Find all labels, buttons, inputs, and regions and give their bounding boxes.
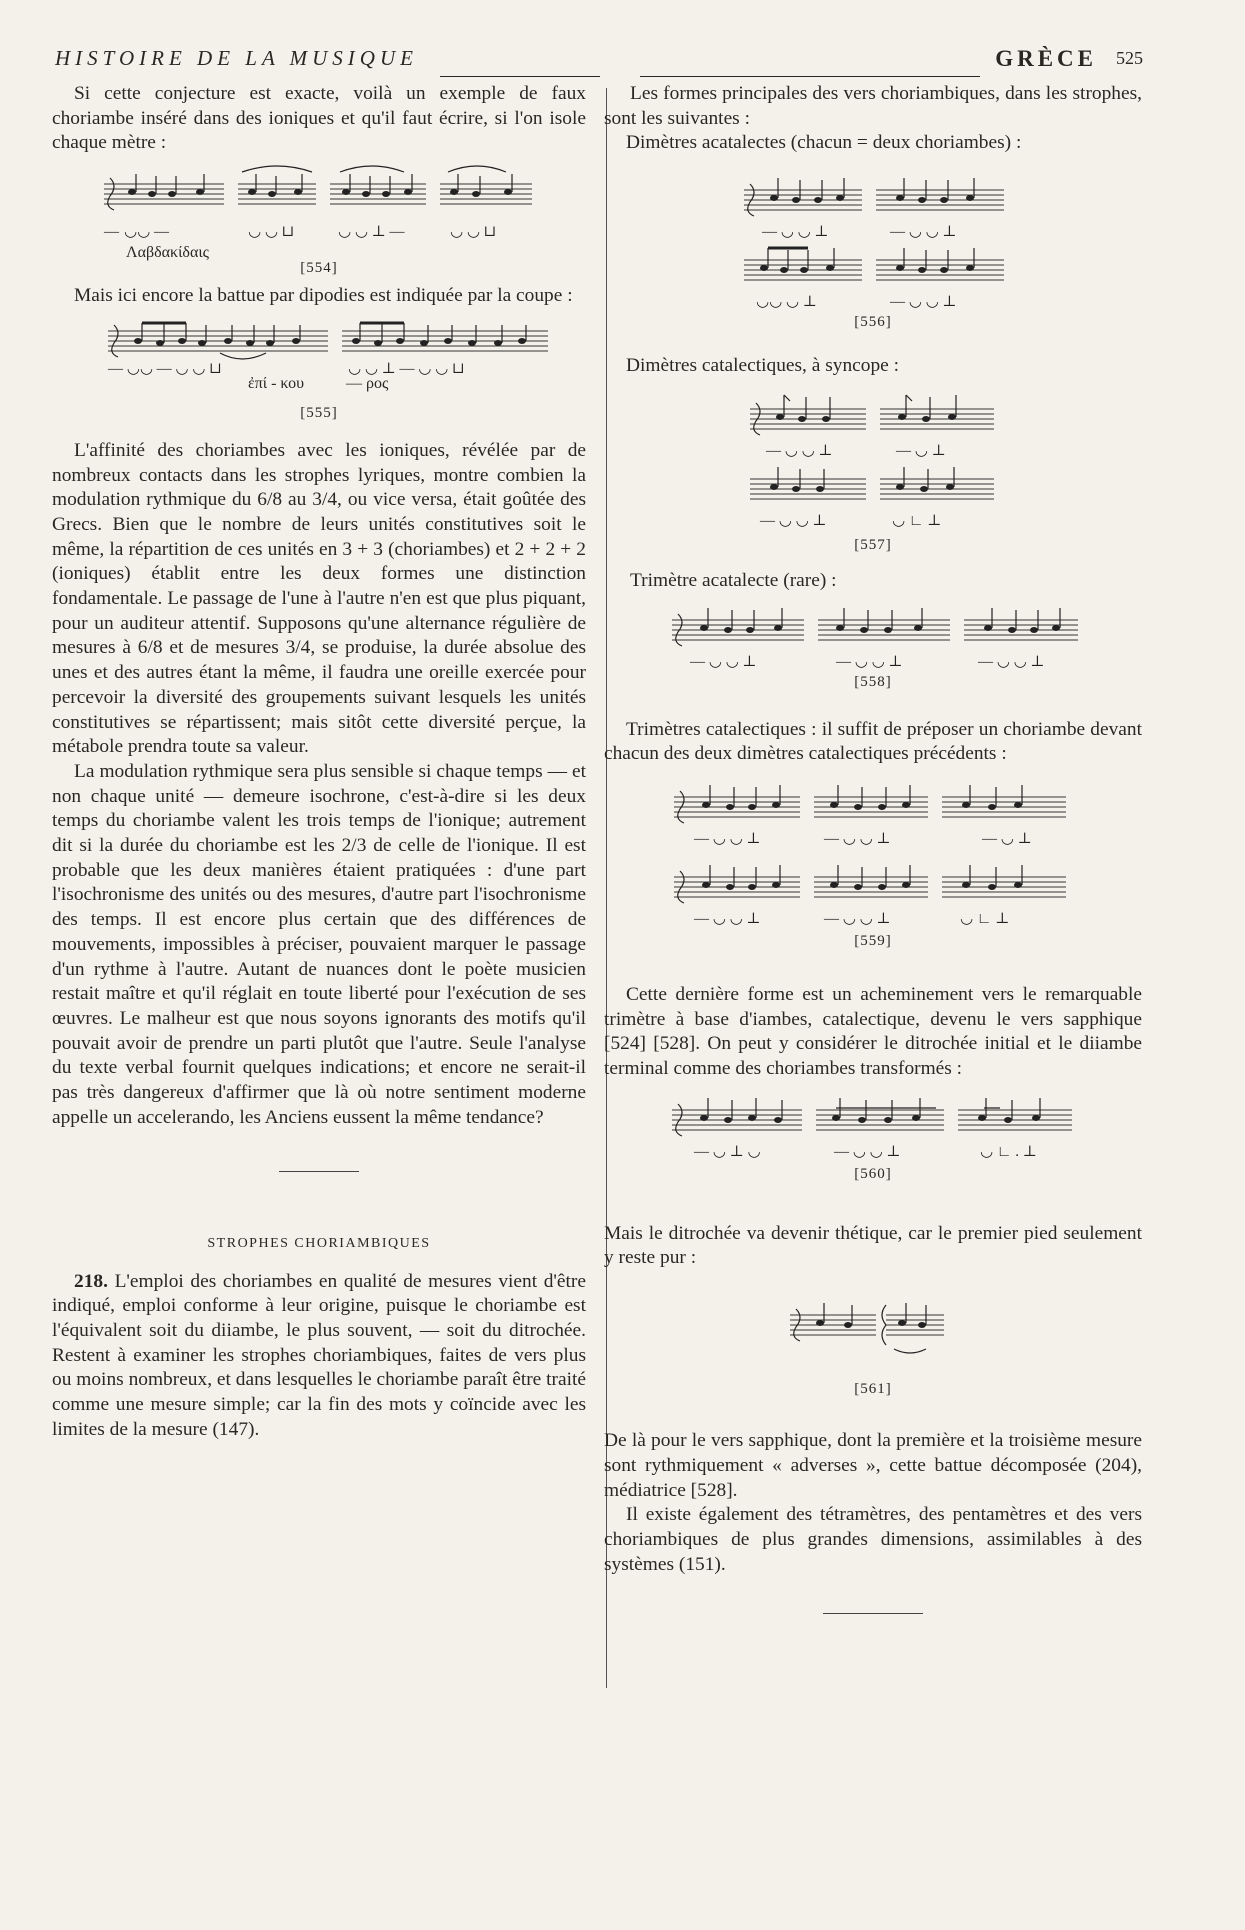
music-example-560 <box>604 1082 1142 1194</box>
svg-text:— ◡ ◡ ⊥: — ◡ ◡ ⊥ <box>834 1143 901 1160</box>
svg-text:— ◡ ⊥: — ◡ ⊥ <box>896 442 946 459</box>
music-example-555 <box>52 309 586 433</box>
example-label: [560] <box>854 1165 892 1182</box>
music-example-559 <box>604 767 1142 955</box>
svg-text:◡◡ ◡ ⊥: ◡◡ ◡ ⊥ <box>756 294 817 311</box>
paragraph: La modulation rythmique sera plus sensible si chaque temps — et non chaque unité — demeure isochrone, c'est-à-dire si les deux temps du choriambe valent les trois temps de l'ionique; autrement dit si la durée du choriambe est les 2/3 de celle de l'ionique. Il est probable que les deux manières étaient pratiquées : d'une part l'isochronisme des unités ou des mesures, d'autre part l'isochronisme des temps. Il est encore plus certain que des différences de mouvements, impossibles à préciser, pouvaient marquer le passage d'un rythme à l'autre. Autant de nuances dont le poète musicien restait maître et qu'il réglait en toute liberté pour l'exécution de ses œuvres. Le malheur est que nous soyons ignorants des motifs qu'il pouvait avoir de prendre un parti plutôt que l'autre. Seule l'analyse du texte verbal fournit quelques indications; et encore ne serait-il pas très dangereux d'affirmer que là où notre sentiment moderne appelle un accelerando, les Anciens eussent la même tendance? <box>52 760 586 1128</box>
paragraph: L'affinité des choriambes avec les ioniques, révélée par de nombreux contacts dans les strophes lyriques, montre combien la modulation rythmique du 6/8 au 3/4, ou vice versa, était goûtée des Grecs. Bien que le nombre de leurs unités constitutives soit le même, la répartition de ces unités en 3 + 3 (choriambes) et 2 + 2 + 2 (ioniques) établit entre les deux formes une distinction fondamentale. Le passage de l'une à l'autre n'en est que plus piquant, pour un auditeur attentif. Supposons qu'une alternance régulière de mesures à 6/8 et de mesures 3/4, se produise, la durée absolue des unes et des autres étant la même, il faudra une oreille exercée pour percevoir la diversité des groupements suivant lesquels les unités constitutives se répartissent; mais sitôt cette diversité perçue, la métabole prendra toute sa valeur. <box>52 439 586 758</box>
svg-text:—: — <box>154 224 169 241</box>
svg-text:◡◡: ◡◡ <box>124 224 151 241</box>
svg-text:— ◡ ◡ ⊥: — ◡ ◡ ⊥ <box>836 653 903 670</box>
example-label: [554] <box>300 260 338 277</box>
paragraph: Les formes principales des vers choriambiques, dans les strophes, sont les suivantes : <box>604 83 1142 129</box>
paragraph: Cette dernière forme est un acheminement vers le remarquable trimètre à base d'iambes, catalectique, devenu le vers sapphique [524] [528]. On peut y considérer le ditrochée initial et le diiambe terminal comme des choriambes transformés : <box>604 983 1142 1080</box>
svg-text:◡ ◡ ⊔: ◡ ◡ ⊔ <box>450 224 497 241</box>
paragraph: Trimètres catalectiques : il suffit de préposer un choriambe devant chacun des deux dimètres catalectiques précédents : <box>604 718 1142 765</box>
svg-text:◡ ◡ ⊥ —: ◡ ◡ ⊥ — <box>338 224 405 241</box>
greek-word: Λαβδακίδαις <box>126 244 209 262</box>
music-staff-figure <box>604 379 1142 559</box>
greek-syllables-1: ἐπί - κου <box>248 374 305 392</box>
paragraph: Dimètres catalectiques, à syncope : <box>626 355 899 377</box>
svg-text:— ◡ ⊥ ◡: — ◡ ⊥ ◡ <box>694 1143 761 1160</box>
svg-text:— ◡ ◡ ⊥: — ◡ ◡ ⊥ <box>824 830 891 847</box>
running-title: HISTOIRE DE LA MUSIQUE <box>55 46 418 70</box>
svg-text:— ◡ ◡ ⊥: — ◡ ◡ ⊥ <box>694 830 761 847</box>
left-column <box>52 82 586 1442</box>
paragraph: Dimètres acatalectes (chacun = deux choriambes) : <box>626 132 1022 154</box>
separator <box>823 1613 923 1614</box>
svg-text:◡ ∟ ⊥: ◡ ∟ ⊥ <box>892 512 942 529</box>
example-label: [557] <box>854 536 892 553</box>
header-rule-right <box>640 76 980 77</box>
svg-text:— ◡ ◡ ⊥: — ◡ ◡ ⊥ <box>760 512 827 529</box>
paragraph-text: L'emploi des choriambes en qualité de mesures vient d'être indiqué, emploi conforme à leur origine, puisque le choriambe est l'équivalent soit du diiambe, le plus souvent, — soit du ditrochée. Restent à examiner les strophes choriambiques, faites de vers plus ou moins nombreux, et dans lesquelles le choriambe paraît être traité comme une mesure simple; car la fin des mots y coïncide avec les limites de la mesure (147). <box>52 1270 586 1440</box>
header-rule-left <box>440 76 600 77</box>
music-staff-figure <box>604 767 1142 955</box>
svg-text:— ◡ ◡ ⊥: — ◡ ◡ ⊥ <box>762 224 829 241</box>
right-column <box>604 82 1142 1614</box>
music-example-556 <box>604 156 1142 336</box>
running-head <box>0 46 1245 86</box>
paragraph: Il existe également des tétramètres, des pentamètres et des vers choriambiques de plus grandes dimensions, assimilables à des systèmes (151). <box>604 1504 1142 1575</box>
svg-text:— ◡ ◡ ⊥: — ◡ ◡ ⊥ <box>824 910 891 927</box>
svg-text:— ◡ ◡ ⊥: — ◡ ◡ ⊥ <box>690 653 757 670</box>
section-heading: STROPHES CHORIAMBIQUES <box>207 1235 431 1251</box>
svg-text:— ◡ ◡ ⊥: — ◡ ◡ ⊥ <box>890 294 957 311</box>
svg-text:◡ ◡ ⊥ — ◡ ◡ ⊔: ◡ ◡ ⊥ — ◡ ◡ ⊔ <box>348 360 465 377</box>
greek-syllables-2: — ρος <box>346 374 389 392</box>
section-title-header: GRÈCE <box>995 46 1097 71</box>
svg-text:◡ ∟ ⊥: ◡ ∟ ⊥ <box>960 910 1010 927</box>
paragraph: Si cette conjecture est exacte, voilà un exemple de faux choriambe inséré dans des ioniques et qu'il faut écrire, si l'on isole chaque mètre : <box>52 83 586 154</box>
example-label: [556] <box>854 314 892 331</box>
paragraph <box>52 1270 586 1443</box>
paragraph: De là pour le vers sapphique, dont la première et la troisième mesure sont rythmiquement « adverses », cette battue décomposée (204), médiatrice [528]. <box>604 1430 1142 1501</box>
svg-text:— ◡ ◡ ⊥: — ◡ ◡ ⊥ <box>890 224 957 241</box>
svg-text:— ◡ ◡ ⊥: — ◡ ◡ ⊥ <box>978 653 1045 670</box>
music-example-557 <box>604 379 1142 559</box>
example-label: [561] <box>854 1381 892 1398</box>
svg-text:— ◡◡ — ◡ ◡ ⊔: — ◡◡ — ◡ ◡ ⊔ <box>108 360 222 377</box>
example-label: [559] <box>854 932 892 949</box>
paragraph: Mais le ditrochée va devenir thétique, car le premier pied seulement y reste pur : <box>604 1222 1142 1269</box>
svg-text:— ◡ ⊥: — ◡ ⊥ <box>982 830 1032 847</box>
example-label: [555] <box>300 404 338 421</box>
page-number: 525 <box>1116 48 1143 68</box>
svg-text:—: — <box>104 224 119 241</box>
example-label: [558] <box>854 673 892 690</box>
paragraph: Trimètre acatalecte (rare) : <box>630 569 837 591</box>
svg-text:— ◡ ◡ ⊥: — ◡ ◡ ⊥ <box>766 442 833 459</box>
music-example-561 <box>604 1271 1142 1409</box>
music-example-558 <box>604 594 1142 702</box>
paragraph-number: 218. <box>74 1270 108 1292</box>
svg-text:◡ ◡ ⊔: ◡ ◡ ⊔ <box>248 224 295 241</box>
svg-text:◡ ∟ . ⊥: ◡ ∟ . ⊥ <box>980 1143 1037 1160</box>
svg-text:— ◡ ◡ ⊥: — ◡ ◡ ⊥ <box>694 910 761 927</box>
music-example-554 <box>52 156 586 284</box>
music-staff-figure <box>604 156 1142 336</box>
paragraph: Mais ici encore la battue par dipodies est indiquée par la coupe : <box>74 285 573 307</box>
